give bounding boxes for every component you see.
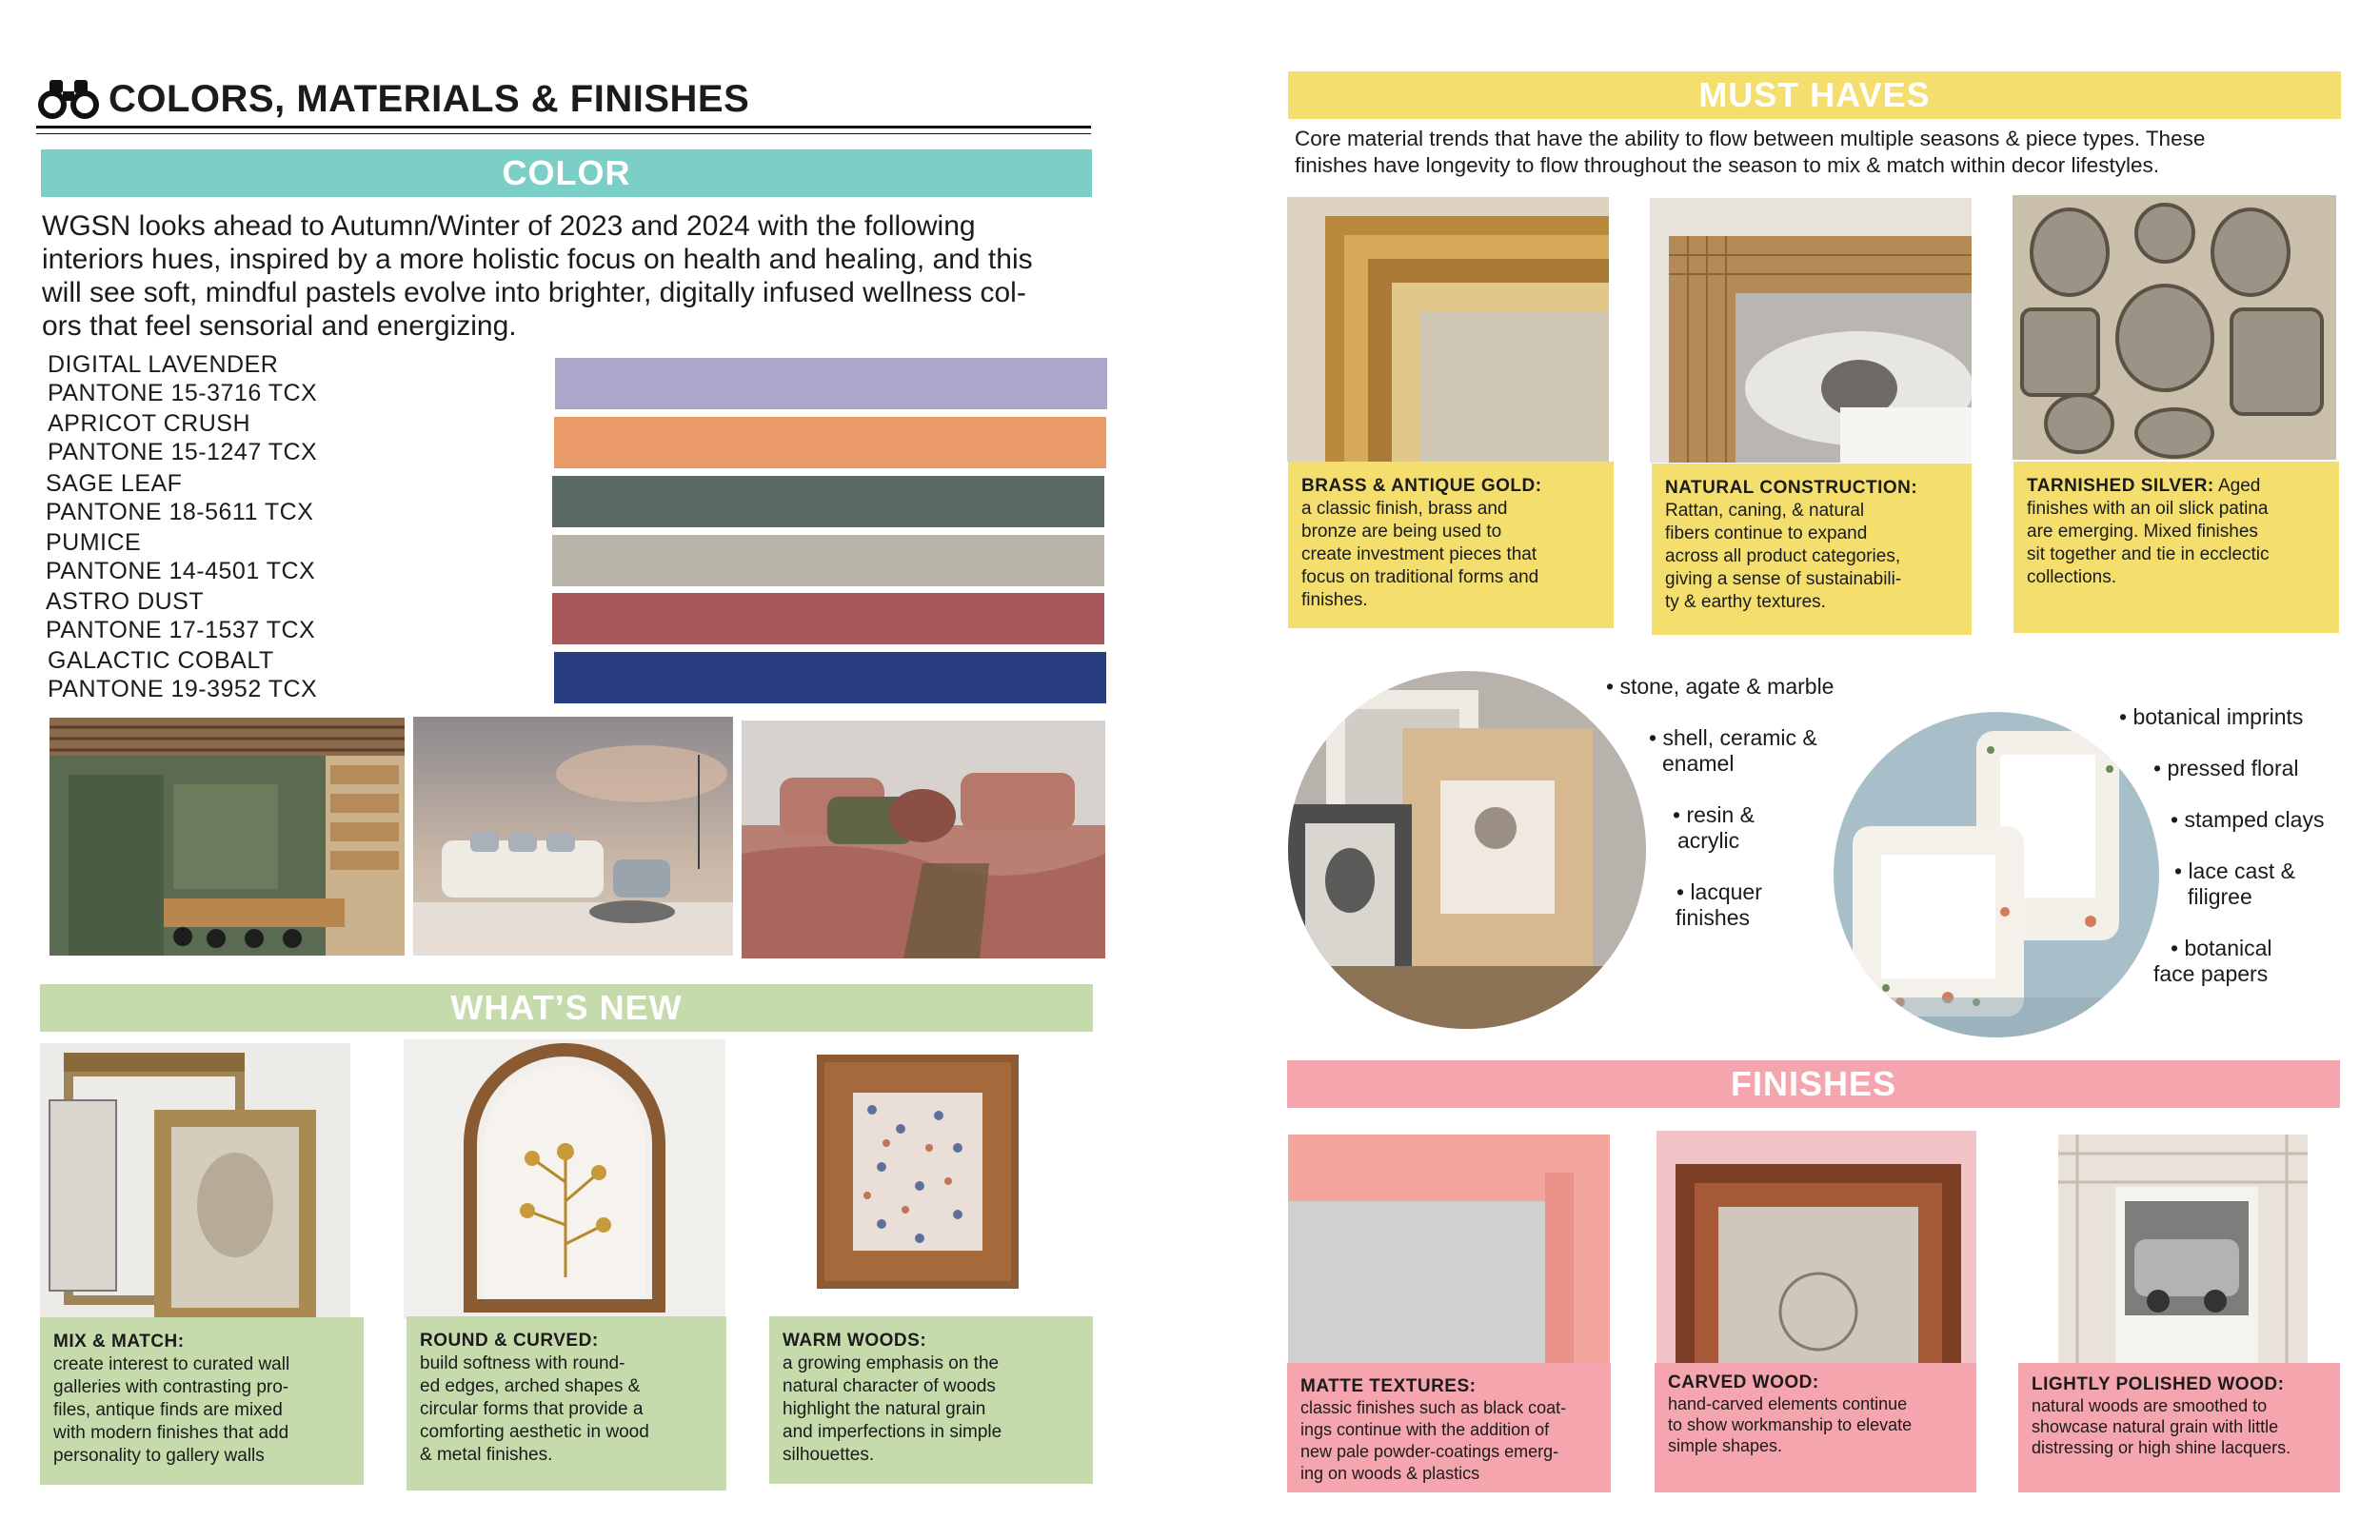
caption-title: MATTE TEXTURES:	[1300, 1376, 1477, 1396]
caption-title: MIX & MATCH:	[53, 1332, 185, 1352]
caption-line: ings continue with the addition of	[1300, 1420, 1550, 1439]
swatch-label	[48, 409, 317, 466]
caption-line: natural character of woods	[783, 1376, 996, 1396]
warm-wood-frame-photo	[815, 1053, 1021, 1291]
title-rule-thin	[36, 133, 1091, 134]
caption-line: files, antique finds are mixed	[53, 1400, 283, 1420]
brass-gold-frame-photo	[1287, 197, 1609, 462]
caption-line: and imperfections in simple	[783, 1422, 1002, 1442]
warm-woods-caption	[769, 1316, 1093, 1484]
swatch-label	[46, 528, 315, 585]
whats-new-heading: WHAT’S NEW	[450, 988, 683, 1027]
tarnished-silver-trays-photo	[2013, 195, 2336, 460]
swatch-code: PANTONE 18-5611 TCX	[46, 499, 314, 525]
caption-line: with modern finishes that add	[53, 1423, 289, 1443]
swatch-code: PANTONE 14-4501 TCX	[46, 558, 316, 584]
carved-wood-frame-photo	[1656, 1131, 1976, 1369]
finishes-heading-bar	[1287, 1060, 2340, 1108]
swatch-label	[48, 646, 317, 703]
living-room-photo	[413, 717, 733, 956]
caption-line: ing on woods & plastics	[1300, 1464, 1480, 1483]
intro-line: Core material trends that have the ability to flow between multiple seasons & piece types. These	[1295, 127, 2206, 150]
botanical-frames-circle-photo	[1834, 712, 2159, 1037]
swatch-code: PANTONE 15-1247 TCX	[48, 439, 318, 465]
color-heading-bar	[41, 149, 1092, 197]
caption-line: create investment pieces that	[1301, 544, 1537, 564]
color-swatch-sage-leaf	[552, 476, 1104, 527]
material-bullet: • lace cast &	[2174, 859, 2295, 883]
swatch-code: PANTONE 19-3952 TCX	[48, 676, 318, 702]
caption-title-rest: Aged	[2213, 476, 2261, 496]
color-swatch-astro-dust	[552, 593, 1104, 644]
material-bullet: • lacquer	[1676, 879, 1762, 904]
swatch-label	[48, 350, 317, 407]
intro-line: finishes have longevity to flow throughout the season to mix & match within decor lifestyles.	[1295, 153, 2159, 177]
caption-title-row	[2027, 475, 2326, 498]
material-bullet: • botanical imprints	[2119, 704, 2304, 729]
caption-line: silhouettes.	[783, 1445, 875, 1465]
carved-wood-caption	[1655, 1363, 1976, 1492]
caption-line: collections.	[2027, 567, 2116, 587]
brass-antique-gold-caption	[1288, 462, 1614, 628]
caption-line: classic finishes such as black coat-	[1300, 1398, 1567, 1417]
swatch-code: PANTONE 15-3716 TCX	[48, 380, 318, 406]
intro-line: WGSN looks ahead to Autumn/Winter of 2023 and 2024 with the following	[42, 210, 976, 242]
caption-line: to show workmanship to elevate	[1668, 1415, 1913, 1434]
material-bullet: face papers	[2153, 961, 2269, 986]
caption-line: ty & earthy textures.	[1665, 592, 1826, 612]
lightly-polished-wood-caption	[2018, 1363, 2340, 1492]
caption-line: comforting aesthetic in wood	[420, 1422, 649, 1442]
material-bullet: filigree	[2188, 884, 2252, 909]
caption-line: highlight the natural grain	[783, 1399, 986, 1419]
finishes-heading: FINISHES	[1730, 1064, 1897, 1103]
tarnished-silver-caption	[2013, 462, 2339, 633]
title-rule-thick	[36, 126, 1091, 128]
caption-line: create interest to curated wall	[53, 1354, 290, 1374]
caption-line: bronze are being used to	[1301, 522, 1502, 542]
color-swatch-pumice	[552, 535, 1104, 586]
swatch-name: GALACTIC COBALT	[48, 647, 274, 674]
material-bullet: • stamped clays	[2171, 807, 2325, 832]
caption-line: build softness with round-	[420, 1353, 625, 1373]
caption-line: ed edges, arched shapes &	[420, 1376, 641, 1396]
binoculars-icon	[36, 78, 101, 122]
color-intro	[42, 209, 1108, 343]
must-haves-intro	[1295, 126, 2342, 179]
page-title: COLORS, MATERIALS & FINISHES	[109, 78, 750, 120]
natural-construction-caption	[1652, 464, 1972, 635]
rattan-frame-photo	[1650, 198, 1972, 463]
green-kitchen-photo	[50, 718, 405, 956]
caption-line: giving a sense of sustainabili-	[1665, 569, 1902, 589]
color-heading: COLOR	[502, 153, 631, 192]
bedroom-linen-photo	[742, 721, 1105, 958]
matte-textures-caption	[1287, 1363, 1611, 1492]
caption-line: a growing emphasis on the	[783, 1353, 1000, 1373]
color-swatch-apricot-crush	[554, 417, 1106, 468]
material-bullet: • botanical	[2171, 936, 2272, 960]
caption-title: BRASS & ANTIQUE GOLD:	[1301, 476, 1542, 496]
caption-line: fibers continue to expand	[1665, 523, 1868, 543]
swatch-label	[46, 587, 315, 644]
swatch-name: PUMICE	[46, 529, 142, 556]
color-swatch-digital-lavender	[555, 358, 1107, 409]
caption-line: across all product categories,	[1665, 546, 1901, 566]
mix-and-match-caption	[40, 1317, 364, 1485]
caption-line: are emerging. Mixed finishes	[2027, 522, 2258, 542]
caption-line: finishes with an oil slick patina	[2027, 499, 2269, 519]
caption-line: sit together and tie in ecclectic	[2027, 544, 2270, 564]
swatch-name: SAGE LEAF	[46, 470, 183, 497]
intro-line: will see soft, mindful pastels evolve into brighter, digitally infused wellness col-	[42, 277, 1026, 308]
caption-title: WARM WOODS:	[783, 1331, 927, 1351]
caption-line: simple shapes.	[1668, 1436, 1783, 1455]
caption-title: NATURAL CONSTRUCTION:	[1665, 478, 1918, 498]
mix-and-match-frames-photo	[40, 1043, 350, 1319]
caption-title: ROUND & CURVED:	[420, 1331, 599, 1351]
caption-line: & metal finishes.	[420, 1445, 553, 1465]
caption-title: TARNISHED SILVER:	[2027, 476, 2214, 496]
swatch-label	[46, 469, 313, 526]
caption-title: CARVED WOOD:	[1668, 1372, 1819, 1392]
material-bullet: • shell, ceramic &	[1649, 725, 1817, 750]
material-bullet: • stone, agate & marble	[1606, 674, 1835, 699]
caption-line: natural woods are smoothed to	[2032, 1396, 2268, 1415]
color-swatch-galactic-cobalt	[554, 652, 1106, 703]
caption-line: a classic finish, brass and	[1301, 499, 1508, 519]
swatch-name: DIGITAL LAVENDER	[48, 351, 279, 378]
whats-new-heading-bar	[40, 984, 1093, 1032]
arched-frame-photo	[404, 1039, 725, 1319]
caption-line: focus on traditional forms and	[1301, 567, 1539, 587]
intro-line: ors that feel sensorial and energizing.	[42, 310, 517, 342]
swatch-code: PANTONE 17-1537 TCX	[46, 617, 316, 643]
swatch-name: ASTRO DUST	[46, 588, 205, 615]
caption-line: personality to gallery walls	[53, 1446, 265, 1466]
caption-line: showcase natural grain with little	[2032, 1417, 2279, 1436]
caption-line: galleries with contrasting pro-	[53, 1377, 289, 1397]
caption-title: LIGHTLY POLISHED WOOD:	[2032, 1374, 2285, 1394]
stone-shell-frames-circle-photo	[1288, 671, 1646, 1029]
round-and-curved-caption	[407, 1316, 726, 1491]
material-bullet: acrylic	[1677, 828, 1740, 853]
caption-line: distressing or high shine lacquers.	[2032, 1438, 2291, 1457]
caption-line: hand-carved elements continue	[1668, 1394, 1908, 1413]
material-bullet: • resin &	[1673, 802, 1755, 827]
caption-line: circular forms that provide a	[420, 1399, 644, 1419]
polished-wood-frame-photo	[2058, 1135, 2308, 1369]
material-bullet: enamel	[1662, 751, 1735, 776]
caption-line: Rattan, caning, & natural	[1665, 501, 1865, 521]
intro-line: interiors hues, inspired by a more holistic focus on health and healing, and this	[42, 244, 1033, 275]
caption-line: finishes.	[1301, 590, 1368, 610]
must-haves-heading: MUST HAVES	[1698, 75, 1931, 114]
swatch-name: APRICOT CRUSH	[48, 410, 251, 437]
material-bullet: finishes	[1676, 905, 1750, 930]
caption-line: new pale powder-coatings emerg-	[1300, 1442, 1559, 1461]
must-haves-heading-bar	[1288, 71, 2341, 119]
material-bullet: • pressed floral	[2153, 756, 2299, 780]
matte-pink-frame-photo	[1288, 1135, 1610, 1369]
